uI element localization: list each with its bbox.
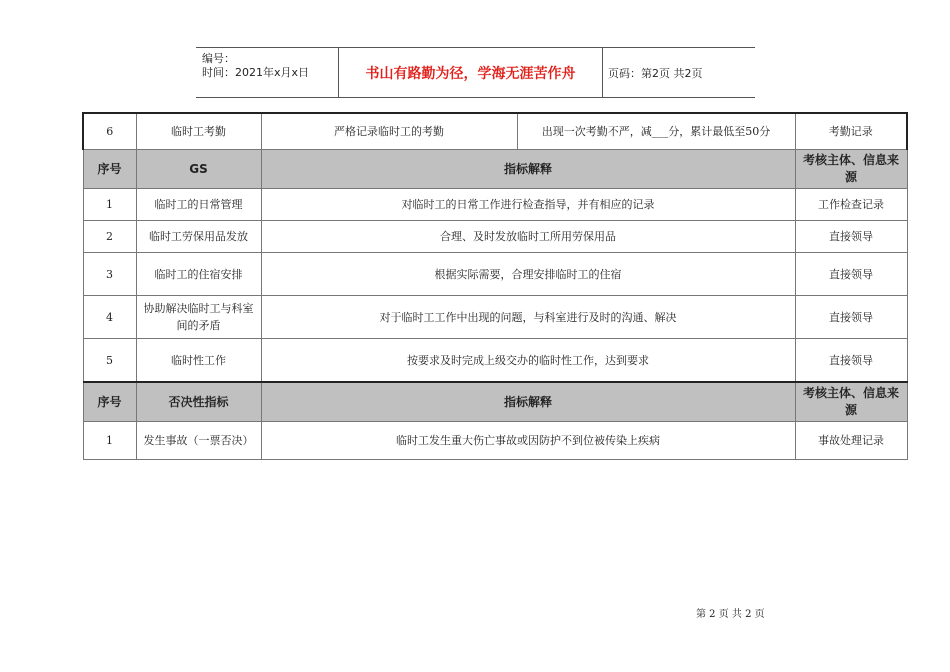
page-label: 页码：第2页 共2页 xyxy=(608,66,703,80)
page-header xyxy=(196,47,755,98)
row-source: 直接领导 xyxy=(795,296,907,339)
page-footer: 第 2 页 共 2 页 xyxy=(696,609,765,620)
row-explain: 临时工发生重大伤亡事故或因防护不到位被传染上疾病 xyxy=(261,422,795,460)
row-item: 协助解决临时工与科室间的矛盾 xyxy=(136,296,261,339)
row-rule: 出现一次考勤不严，减___分，累计最低至50分 xyxy=(517,113,795,150)
table-row xyxy=(83,339,907,383)
row-item: 临时工的住宿安排 xyxy=(136,253,261,296)
header-source: 考核主体、信息来源 xyxy=(795,382,907,422)
row-item: 临时工劳保用品发放 xyxy=(136,221,261,253)
table-row xyxy=(83,221,907,253)
row-number: 6 xyxy=(83,113,136,150)
section2-header xyxy=(83,382,907,422)
header-explain: 指标解释 xyxy=(261,382,795,422)
table-row xyxy=(83,422,907,460)
table-row xyxy=(83,296,907,339)
table-row xyxy=(83,253,907,296)
header-meta xyxy=(196,48,338,97)
motto: 书山有路勤为径，学海无涯苦作舟 xyxy=(338,48,603,97)
row-desc: 严格记录临时工的考勤 xyxy=(261,113,517,150)
row-number: 2 xyxy=(83,221,136,253)
table-row xyxy=(83,189,907,221)
row-source: 事故处理记录 xyxy=(795,422,907,460)
row-source: 直接领导 xyxy=(795,339,907,383)
row-item: 临时工考勤 xyxy=(136,113,261,150)
assessment-table xyxy=(82,112,908,460)
row-explain: 合理、及时发放临时工所用劳保用品 xyxy=(261,221,795,253)
row-item: 临时性工作 xyxy=(136,339,261,383)
section1-header xyxy=(83,150,907,189)
header-source: 考核主体、信息来源 xyxy=(795,150,907,189)
header-item: 否决性指标 xyxy=(136,382,261,422)
row-source: 考勤记录 xyxy=(795,113,907,150)
row-number: 3 xyxy=(83,253,136,296)
row-number: 5 xyxy=(83,339,136,383)
row-explain: 根据实际需要，合理安排临时工的住宿 xyxy=(261,253,795,296)
row-number: 1 xyxy=(83,189,136,221)
header-no: 序号 xyxy=(83,150,136,189)
header-no: 序号 xyxy=(83,382,136,422)
row-source: 工作检查记录 xyxy=(795,189,907,221)
row-source: 直接领导 xyxy=(795,253,907,296)
number-label: 编号： xyxy=(202,52,235,65)
row-source: 直接领导 xyxy=(795,221,907,253)
row-item: 临时工的日常管理 xyxy=(136,189,261,221)
row-item: 发生事故（一票否决） xyxy=(136,422,261,460)
table-row xyxy=(83,113,907,150)
header-item: GS xyxy=(136,150,261,189)
header-explain: 指标解释 xyxy=(261,150,795,189)
row-number: 4 xyxy=(83,296,136,339)
row-explain: 对临时工的日常工作进行检查指导，并有相应的记录 xyxy=(261,189,795,221)
time-label: 时间：2021年x月x日 xyxy=(202,66,310,79)
row-number: 1 xyxy=(83,422,136,460)
row-explain: 对于临时工工作中出现的问题，与科室进行及时的沟通、解决 xyxy=(261,296,795,339)
row-explain: 按要求及时完成上级交办的临时性工作，达到要求 xyxy=(261,339,795,383)
